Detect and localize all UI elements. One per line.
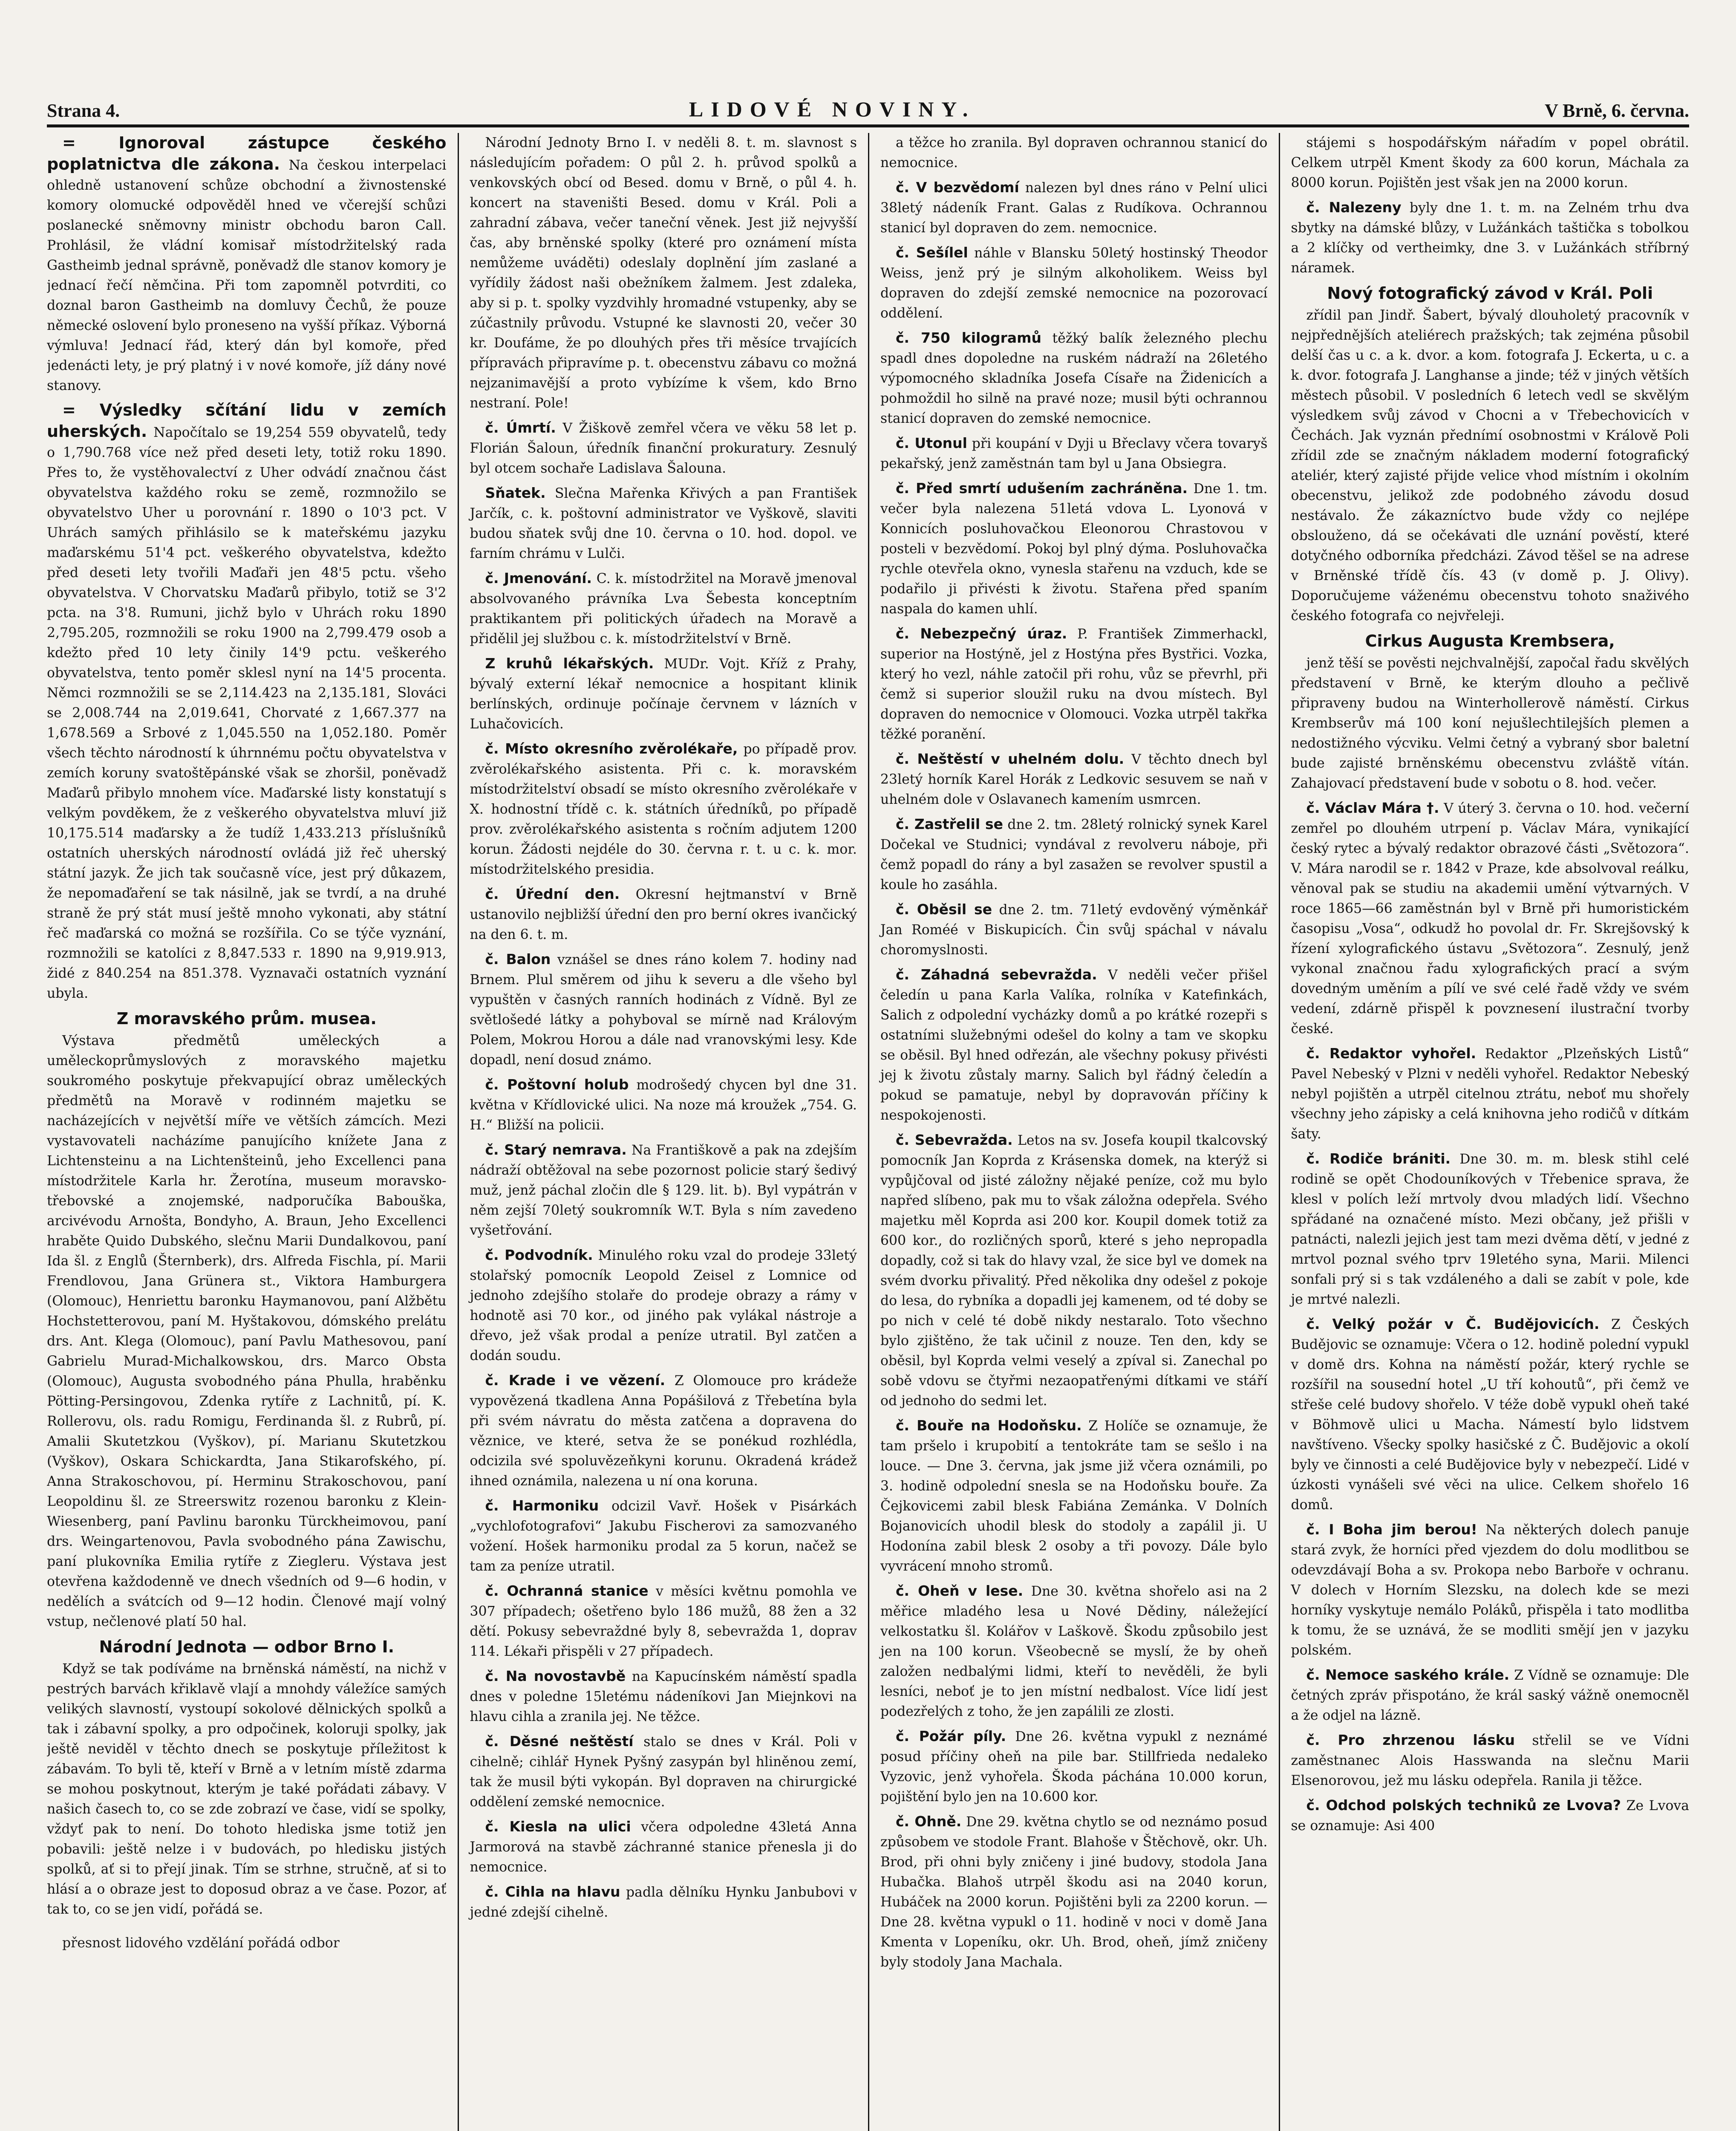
column-2 xyxy=(458,133,868,2131)
article-headline: č. Úřední den. xyxy=(485,886,620,902)
article xyxy=(880,964,1268,1126)
article-headline: č. Neštěstí v uhelném dolu. xyxy=(896,751,1125,767)
article xyxy=(880,1415,1268,1577)
article-body: Letos na sv. Josefa koupil tkalcovský pomocník Jan Koprda z Krásenska domek, na kterýž si vypůjčoval od jisté záložny nějaké peníze, což mu bylo napřed slíbeno, pak mu to však záložna odepřela. Svého majetku měl Koprda asi 200 kor. Koupil domek totiž za 600 kor., do rozličných sporů, které s jeho nepropadla dopadly, což si tak do hlavy vzal, že sice byl ve domek na svém dvorku přivalitý. Před několika dny odešel z pokoje do lesa, do rybníka a dopadli jej kamenem, od té doby se po nich v celé té době nikdy nestaralo. Toto všechno bylo zjištěno, že tak učinil z nouze. Ten den, kdy se oběsil, byl Koprda velmi veselý a zpíval si. Zanechal po sobě vdovu se čtyřmi nezaopatřenými dítkami ve stáří od jednoho do sedmi let. xyxy=(880,1133,1268,1409)
article-headline: č. Jmenování. xyxy=(485,570,592,586)
article-headline: č. Zastřelil se xyxy=(896,816,1003,832)
article-body: MUDr. Vojt. Kříž z Prahy, bývalý externí lékař nemocnice a hospitant klinik berlínských, ordinuje počínaje červnem v lázních v Luhačovicích. xyxy=(470,656,857,732)
article-body: odcizil Vavř. Hošek v Pisárkách „vychlofotografovi“ Jakubu Fischerovi za samozvaného vožení. Hošek harmoniku prodal za 5 korun, načež se tam za peníze utratil. xyxy=(470,1499,857,1574)
article-body: V těchto dnech byl 23letý horník Karel Horák z Ledkovic sesuvem se naň v uhelném dole v Oslavanech kamením usmrcen. xyxy=(880,752,1268,807)
article xyxy=(470,1666,857,1727)
article xyxy=(1291,1043,1690,1144)
article-body: Ze Lvova se oznamuje: Asi 400 xyxy=(1291,1798,1689,1834)
article-headline: Sňatek. xyxy=(485,485,546,501)
article-body: přesnost lidového vzdělání pořádá odbor xyxy=(62,1935,340,1951)
article xyxy=(1291,1795,1690,1836)
article-body: na Kapucínském náměstí spadla dnes v poledne 15letému nádeníkovi Jan Miejnkovi na hlavu cihla a zranila jej. Ne těžce. xyxy=(470,1669,857,1724)
article xyxy=(1291,197,1690,278)
article-headline: č. Místo okresního zvěrolékaře, xyxy=(485,740,738,757)
article-headline: č. Požár píly. xyxy=(896,1728,1006,1744)
article-headline: = Ignoroval zástupce českého poplatnictva dle zákona. xyxy=(47,133,447,173)
article-body: Dne 30. m. m. blesk stihl celé rodině se opět Chodouníkových v Třebenice sprava, že klesl v polích leží mrtvoly dvou mladých lidí. Všechno spřádané na označené místo. Mezi občany, jež přišli v patnácti, nalezli jejich jest tam mezi dvěma dětí, v jedné z mrtvol poznal svého tprv 19letého syna, Marii. Milenci sonfali prý si s tak vzdáleného a dali se zabít v pole, kde je mrtvé nalezli. xyxy=(1291,1152,1689,1307)
article-headline: č. Utonul xyxy=(896,435,967,451)
article xyxy=(470,739,857,880)
article xyxy=(880,624,1268,745)
article-headline: č. Ohně. xyxy=(896,1813,962,1830)
article-body: dne 2. tm. 28letý rolnický synek Karel Dočekal ve Studnici; vyndával z revolveru náboje, při čemž popadl do rány a byl zasažen se revolver spustil a koule ho zasáhla. xyxy=(880,817,1268,892)
section-heading: Cirkus Augusta Krembsera, xyxy=(1365,632,1615,650)
column-1 xyxy=(47,133,458,2131)
article-body: Okresní hejtmanství v Brně ustanovilo nejbližší úřední den pro berní okres ivančický na den 6. t. m. xyxy=(470,887,857,942)
article-body: modrošedý chycen byl dne 31. května v Křídlovické ulici. Na noze má kroužek „754. G. H.“ Bližší na policii. xyxy=(470,1077,857,1133)
article-body: Dne 26. května vypukl z neznámé posud příčiny oheň na pile bar. Stillfrieda nedaleko Vyzovic, jenž vyhořela. Škoda páchána 10.000 korun, pojištění bylo jen na 10.600 kor. xyxy=(880,1729,1268,1805)
article-body: Redaktor „Plzeňských Listů“ Pavel Nebeský v Plzni v neděli vyhořel. Redaktor Nebeský nebyl pojištěn a utrpěl citelnou ztrátu, neboť mu shořely všechny jeho zápisky a celá knihovna jeho rodičů v dítkám šaty. xyxy=(1291,1046,1689,1142)
article-headline: č. Kiesla na ulici xyxy=(485,1818,631,1835)
article xyxy=(470,653,857,734)
article-body: padla dělníku Hynku Janbubovi v jedné zdejší cihelně. xyxy=(470,1885,857,1920)
issue-date: V Brně, 6. června. xyxy=(1545,100,1689,121)
article-body: včera odpoledne 43letá Anna Jarmorová na stavbě záchranné stanice přenesla ji do nemocnice. xyxy=(470,1819,857,1875)
article-body: zřídil pan Jindř. Šabert, bývalý dlouholetý pracovník v nejpřednějších ateliérech pražských; tak zejména působil delší čas u c. a k. dvor. a kom. fotografa J. Eckerta, u c. a k. dvor. fotografa J. Langhanse a jinde; též v jiných větších městech působil. V posledních 6 letech vedl se skvělým výsledkem svůj závod v Chocni a v Třebechovicích v Čechách. Jak vyznán přednímí osobnostmi v Králově Poli zřídil zde se značným nákladem moderní fotografický ateliér, který zajisté přijde velice vhod místním i okolním obecenstvu, jelikož zde podobného závodu dosud nestávalo. Že zákazníctvo bude vždy co nejlépe obslouženo, dá se očekávati dle uznání pověstí, které dotyčného odborníka předcházi. Závod těšel se na adrese v Brněnské třídě čís. 43 (v domě p. J. Olivy). Doporučujeme váženému obecenstvu tohoto snaživého českého fotografa co nejvřeleji. xyxy=(1291,308,1689,624)
article xyxy=(47,400,447,1004)
newspaper-title: LIDOVÉ NOVINY. xyxy=(689,97,976,121)
section-heading: Z moravského prům. musea. xyxy=(116,1009,377,1028)
article-headline: č. Harmoniku xyxy=(485,1497,599,1514)
article-body: Na českou interpelaci ohledně ustanovení schůze obchodní a živnostenské komory olomucké odpověděl hned ve včerejší schůzi poslanecké sněmovny ministr obchodu baron Call. Prohlásil, že vládní komisař místodržitelský rada Gastheimb jednal správně, poněvadž dle stanov komory je jednací řečí němčina. Při tom zapomněl potvrditi, co doznal baron Gastheimb na domluvy Čechů, že pouze německé oslovení bylo proneseno na vyšší příkaz. Výborná výmluva! Jednací řád, který dán byl komoře, před jedenácti lety, je prý platný i v nové komoře, jíž dány nové stanovy. xyxy=(47,158,447,393)
article-body: C. k. místodržitel na Moravě jmenoval absolvovaného právníka Lva Šebesta konceptním praktikantem při politických úřadech na Moravě a přidělil jej službou c. k. místodržitelství v Brně. xyxy=(470,571,857,647)
article-headline: č. Nemoce saského krále. xyxy=(1306,1666,1510,1683)
article-body: nalezen byl dnes ráno v Pelní ulici 38letý nádeník Frant. Galas z Rudíkova. Ochrannou stanicí byl dopraven do zem. nemocnice. xyxy=(880,180,1268,236)
article xyxy=(1291,1665,1690,1726)
article-headline: č. Nebezpečný úraz. xyxy=(896,625,1067,642)
article xyxy=(470,1581,857,1662)
article-body: Napočítalo se 19,254 559 obyvatelů, tedy o 1,790.768 více než před deseti lety, totiž roku 1890. Přes to, že vystěhovalectví z Uher odvádí značnou část obyvatelstva každého roku se země, rozmnožilo se obyvatelstvo Uher u porovnání r. 1890 o 10'3 pct. V Uhrách samých přihlásilo se k mateřskému jazyku maďarskému 51'4 pct. veškerého obyvatelstva, kdežto před deseti lety tvořili Maďaři jen 48'5 pctu. všeho obyvatelstva. V Chorvatsku Maďarů přibylo, totiž se 3'2 pcta. na 3'8. Rumuni, jichž bylo v Uhrách roku 1890 2,795.205, rozmnožili se roku 1900 na 2,799.479 osob a kdežto před 10 lety činily 14'9 pctu. veškerého obyvatelstva, tento poměr sklesl nyní na 14'5 procenta. Němci rozmnožili se se 2,114.423 na 2,135.181, Slováci se 2,008.744 na 2,019.641, Chorvaté z 1,667.377 na 1,678.569 a Srbové z 1,045.550 na 1,052.180. Poměr všech těchto národností k úhrnnému počtu obyvatelstva v zemích koruny svatoštěpánské však se zhoršil, poněvadž Maďarů přibylo mnohem více. Maďarské listy konstatují s velkým povděkem, že z veškerého obyvatelstva mluví již 10,175.514 maďarsky a že tudíž 1,433.213 příslušníků ostatních uherských národností ovládá již řeč uherský státní jazyk. Že jich tak současně více, jest prý důkazem, že nepomaďaření se tak násilně, jak se tvrdí, a na druhé straně že prý stát musí ještě mnoho vykonati, aby státní řeč maďarská co možná se rozšířila. Co se týče vyznání, rozmnožili se katolíci z 8,847.533 r. 1890 na 9,919.913, židé z 840.254 na 851.378. Vyznavači ostatních vyznání ubyla. xyxy=(47,425,447,1001)
masthead xyxy=(47,96,1689,121)
article-body: v měsíci květnu pomohla ve 307 případech; ošetřeno bylo 186 mužů, 88 žen a 32 dětí. Pokusy sebevraždné byly 8, sebevražda 1, doprav 114. Lékaři přispěli v 27 případech. xyxy=(470,1584,857,1659)
article xyxy=(880,433,1268,474)
article-headline: č. Krade i ve vězení. xyxy=(485,1372,666,1389)
article-body: P. František Zimmerhackl, superior na Hostýně, jel z Hostýna přes Bystřici. Vozka, který ho vezl, náhle zatočil při rohu, vůz se převrhl, při čemž si superior sloužil ruku na dvou místech. Byl dopraven do nemocnice v Olomouci. Vozka utrpěl takřka těžké poranění. xyxy=(880,627,1268,742)
article-body: Slečna Mařenka Křivých a pan František Jarčík, c. k. poštovní administrator ve Vyškově, slaviti budou sňatek svůj dne 10. června o 10. hod. dopol. ve farním chrámu v Lulči. xyxy=(470,486,857,561)
article-headline: č. I Boha jim berou! xyxy=(1306,1521,1477,1538)
article-headline: č. Před smrtí udušením zachráněna. xyxy=(896,480,1188,497)
article-body: byly dne 1. t. m. na Zelném trhu dva sbytky na dámské blůzy, v Lužánkách taštička s tobolkou a 2 klíčky od vertheimky, dne 3. v Lužánkách stříbrný náramek. xyxy=(1291,200,1689,276)
article xyxy=(470,884,857,945)
article xyxy=(880,328,1268,429)
article-headline: č. Nalezeny xyxy=(1306,199,1401,216)
article-body: Z Holíče se oznamuje, že tam pršelo i krupobití a tentokráte tam se sešlo i na louce. — Dne 3. června, jak jsme již včera oznámili, po 3. hodině odpolední snesla se na Hodoňsku bouře. Za Čejkovicemi zabil blesk Fabiána Zemánka. V Dolních Bojanovicích uhodil blesk do stodoly a zapálil ji. U Hodonína zabil blesk 2 osoby a tři povozy. Dále bylo vyvrácení mnoho stromů. xyxy=(880,1418,1268,1574)
article-headline: č. Balon xyxy=(485,951,551,967)
article-headline: č. Starý nemrava. xyxy=(485,1141,627,1158)
article xyxy=(47,133,447,396)
article-headline: č. Bouře na Hodoňsku. xyxy=(896,1417,1082,1434)
page-number: Strana 4. xyxy=(47,100,120,121)
article xyxy=(880,1130,1268,1411)
column-4 xyxy=(1279,133,1690,2131)
article xyxy=(470,1816,857,1877)
article-body: po případě prov. zvěrolékařského asistenta. Při c. k. moravském místodržitelství obsadí se místo okresního zvěrolékaře v X. hodnostní třídě c. k. státních úředníků, po případě prov. zvěrolékařského asistenta s ročním adjutem 1200 korun. Žádosti nejdéle do 30. června r. t. u c. k. mor. místodržitelského presidia. xyxy=(470,742,857,877)
article xyxy=(470,483,857,564)
article-body: stájemi s hospodářským nářadím v popel obrátil. Celkem utrpěl Kment škody za 600 korun, Máchala za 8000 korun. Pojištěn jest však jen na 2000 korun. xyxy=(1291,135,1689,191)
article-body: Dne 30. května shořelo asi na 2 měřice mladého lesa u Nové Dědiny, náležející velkostatku šl. Kolářov v Laškově. Škodu způsobilo jest jen na 100 korun. Všeobecně se myslí, že by oheň založen nedbalými lidmi, kteří to nevěděli, že byli lesníci, neboť je to jen místní nedbalost. Více lidí jest podezřelých z toho, že jen zapálili ze zlosti. xyxy=(880,1584,1268,1719)
article-headline: č. Sešílel xyxy=(896,244,968,261)
article xyxy=(470,1370,857,1491)
article-body: Z Olomouce pro krádeže vypovězená tkadlena Anna Popášilová z Třebetína byla při svém návratu do města zatčena a dopravena do věznice, ve které, setva že se ponékud rozhlédla, odcizila své spoluvězeňkyni korunu. Okradená krádež ihned oznámila, nalezena u ní ona koruna. xyxy=(470,1373,857,1489)
article-body: Z Vídně se oznamuje: Dle četných zpráv přispotáno, že král saský vážně onemocněl a že odjel na lázně. xyxy=(1291,1668,1689,1723)
article xyxy=(1291,1730,1690,1791)
article-headline: č. V bezvědomí xyxy=(896,179,1019,196)
article xyxy=(1291,1149,1690,1310)
article xyxy=(470,1882,857,1923)
article-body: těžký balík železného plechu spadl dnes dopoledne na ruském nádraží na 26letého výpomocného skladníka Josefa Císaře na Židenicích a pohmoždil ho silně na pravé noze; musil býti ochrannou stanicí dopraven do zemské nemocnice. xyxy=(880,331,1268,426)
article-body: V Žiškově zemřel včera ve věku 58 let p. Florián Šaloun, úředník finanční prokuratury. Zesnulý byl otcem sochaře Ladislava Šalouna. xyxy=(470,421,857,476)
article-headline: č. Václav Mára †. xyxy=(1306,800,1439,816)
article-headline: č. Oběsil se xyxy=(896,901,992,918)
article-body: Dne 29. května chytlo se od neznámo posud způsobem ve stodole Frant. Blahoše v Štěchově, okr. Uh. Brod, při ohni byly zničeny i jiné budovy, stodola Jana Hubačka. Blahoš utrpěl škodu asi na 2040 korun, Hubáček na 2000 korun. Pojištěni byli za 2200 korun. — Dne 28. května vypukl o 11. hodině v noci v domě Jana Kmenta v Lopeníku, okr. Uh. Brod, oheň, jímž zničeny byly stodoly Jana Machala. xyxy=(880,1814,1268,1970)
article xyxy=(1291,1314,1690,1515)
article-headline: č. Pro zhrzenou lásku xyxy=(1306,1732,1515,1748)
section-heading: Nový fotografický závod v Král. Poli xyxy=(1327,284,1653,303)
column-3 xyxy=(868,133,1279,2131)
article-headline: č. Podvodník. xyxy=(485,1247,593,1263)
article xyxy=(1291,798,1690,1039)
columns xyxy=(47,133,1689,2131)
article-body: Minulého roku vzal do prodeje 33letý stolařský pomocník Leopold Zeisel z Lomnice od jednoho zdejšího stolaře do prodeje obrazy a rámy v hodnotě asi 70 kor., od jiného pak vylákal nástroje a dřevo, jež však prodal a peníze utratil. Byl zatčen a dodán soudu. xyxy=(470,1248,857,1363)
article-body: a těžce ho zranila. Byl dopraven ochrannou stanicí do nemocnice. xyxy=(880,135,1268,170)
article-body: Z Českých Budějovic se oznamuje: Včera o 12. hodině polední vypukl v domě drs. Kohna na náměstí požár, který rychle se rozšířil na sousední hotel „U tří kohoutů“, při čemž ve střeše celé budovy shořelo. V téže době vypukl oheň také v Böhmově ulici u Macha. Námestí bylo lidstvem navštíveno. Všecky spolky hasičské z Č. Budějovic a okolí byly ve činnosti a celé Budějovice byly v nebezpečí. Lidé v úzkosti vynášeli své věci na ulice. Celkem shořelo 16 domů. xyxy=(1291,1317,1689,1513)
article-headline: = Výsledky sčítání lidu v zemích uherských. xyxy=(47,401,447,441)
article-headline: č. Velký požár v Č. Budějovicích. xyxy=(1306,1316,1600,1332)
article xyxy=(470,1245,857,1366)
article-body: stalo se dnes v Král. Poli v cihelně; cihlář Hynek Pyšný zasypán byl hliněnou zemí, tak že musil býti vykopán. Byl dopraven na chirurgické oddělení zemské nemocnice. xyxy=(470,1734,857,1810)
article xyxy=(880,478,1268,619)
article xyxy=(880,1581,1268,1722)
article-body: V úterý 3. června o 10. hod. večerní zemřel po dlouhém utrpení p. Václav Mára, vynikající český rytec a bývalý redaktor obrazové části „Světozora“. V. Mára narodil se r. 1842 v Praze, kde absolvoval reálku, věnoval pak se studiu na akademii umění výtvarných. V roce 1865—66 zaměstnán byl v Brně při humoristickém časopisu „Vosa“, odkudž ho povolal dr. Fr. Skrejšovský k řízení xylografického ústavu „Světozora“. Zesnulý, jenž vykonal značnou řadu xylografických prací a svým dovedným uměním a pílí ve své celé řadě vždy ve svém vedení, zdárně přispěl k povznesení ilustrační tvorby české. xyxy=(1291,801,1689,1037)
article-body: dne 2. tm. 71letý evdověný výměnkář Jan Roméé v Biskupicích. Čin svůj spáchal v návalu choromyslnosti. xyxy=(880,902,1268,958)
article-headline: Z kruhů lékařských. xyxy=(485,655,654,672)
article-body: střelil se ve Vídni zaměstnanec Alois Hasswanda na slečnu Marii Elsenorovou, jež mu lásku odepřela. Ranila ji těžce. xyxy=(1291,1733,1689,1788)
article-body: při koupání v Dyji u Břeclavy včera tovaryš pekařský, jenž zaměstnán tam byl u Jana Obsiegra. xyxy=(880,436,1268,471)
article-body: Dne 1. tm. večer byla nalezena 51letá vdova L. Lyonová v Konnicích posluhovačkou Eleonorou Chrastovou v posteli v bezvědomí. Pokoj byl plný dýma. Posluhovačka rychle otevřela okno, vynesla stařenu na vzduch, kde se podařilo ji přivésti k životu. Stařena před spaním naspala do kamen uhlí. xyxy=(880,481,1268,617)
article-body: V neděli večer přišel čeledín u pana Karla Valíka, rolníka v Katefinkách, Salich z odpolední vycházky domů a po krátké rozepři s ostatními služebnými odešel do kolny a tam ve skopku se oběsil. Byl hned odřezán, ale všechny pokusy přivésti jej k životu zůstaly marny. Salich byl řádný čeledín a pokud se pamatuje, nebyl by dopravován příčiny k nespokojenosti. xyxy=(880,967,1268,1123)
article xyxy=(880,243,1268,323)
masthead-rule xyxy=(47,124,1689,127)
section-heading: Národní Jednota — odbor Brno I. xyxy=(99,1637,395,1656)
article-headline: č. Úmrtí. xyxy=(485,419,556,436)
article xyxy=(880,814,1268,895)
article-body: vznášel se dnes ráno kolem 7. hodiny nad Brnem. Plul směrem od jihu k severu a dle všeho byl vypuštěn v časných ranních hodinách z Vídně. Byl ze světlošedé látky a pohyboval se mírně nad Královým Polem, Mokrou Horou a dále nad vranovskými lesy. Kde dopadl, není dosud známo. xyxy=(470,952,857,1068)
article xyxy=(880,749,1268,810)
article-headline: č. 750 kilogramů xyxy=(896,329,1042,346)
article xyxy=(470,418,857,479)
article xyxy=(880,177,1268,238)
article-headline: č. Cihla na hlavu xyxy=(485,1883,620,1900)
article-headline: č. Oheň v lese. xyxy=(896,1582,1024,1599)
article-body: Na Františkově a pak na zdejším nádraží obtěžoval na sebe pozornost policie starý šedivý muž, jenž páchal zločin dle § 129. lit. b). Byl vypátrán v něm zejší 70letý soukromník W.T. Byla s ním zavedeno vyšetřování. xyxy=(470,1143,857,1238)
article xyxy=(470,1140,857,1241)
article xyxy=(470,1731,857,1812)
article-body: náhle v Blansku 50letý hostinský Theodor Weiss, jenž prý je silným alkoholikem. Weiss byl dopraven do zdejší zemské nemocnice na pozorovací oddělení. xyxy=(880,245,1268,321)
article-headline: č. Záhadná sebevražda. xyxy=(896,966,1097,983)
article-headline: č. Děsné neštěstí xyxy=(485,1733,634,1750)
article xyxy=(880,1726,1268,1807)
article-headline: č. Odchod polských techniků ze Lvova? xyxy=(1306,1797,1621,1813)
article-body: Když se tak podíváme na brněnská náměstí, na nichž v pestrých barvách křiklavě vlají a mnohdy váležíce samých velikých slavností, vystoupí sokolové dělnických spolků a tak i zábavní spolky, a pro odpočinek, koloruji spolky, jak ještě neviděl v těchto dnech se poskytuje příležitost k zábavám. To byli tě, kteří v Brně a v letním místě zdarma se mohou poskytnout, kterým je také pořádati zábavy. V našich časech to, co se zde zobrazí ve čase, vidí se spolky, vždyť pak to není. Do tohoto hlediska jsme totiž jen pobavili: ještě nelze i v budovách, po hledisku jistých spolků, ať si to přejí jinak. Tím se strhne, stručně, ať si to hlásí a o obraze jest to doposud obraz a ve čase. Pozor, ať tak to, co se jen vidí, pořádá se. xyxy=(47,1661,447,1917)
article xyxy=(470,949,857,1070)
article-body: jenž těší se pověsti nejchvalnější, započal řadu skvělých představení v Brně, ke kterým dlouho a pečlivě připraveny budou na Winterhollerově náměstí. Cirkus Krembserův má 100 koní nejušlechtilejších plemen a nedostižného výcviku. Velmi četný a vybraný sbor baletní bude zajisté brněnskému obecenstvu zvláště vítán. Zahajovací představení bude v sobotu o 8. hod. večer. xyxy=(1291,655,1689,791)
article-body: Národní Jednoty Brno I. v neděli 8. t. m. slavnost s následujícím pořadem: O půl 2. h. průvod spolků a venkovských obcí od Besed. domu v Brně, o půl 4. h. koncert na staveništi Besed. domu v Král. Poli a zahradní zábava, večer taneční věnek. Jest již nejvyšší čas, aby brněnské spolky (které pro oznámení místa nemůžeme uváděti) odeslaly doplnění jím zaslané a vyřídily žádost naši obežníkem žalmem. Jest zdaleka, aby si p. t. spolky vyzdvihly hromadné vstupenky, aby se zúčastnily průvodu. Vstupné ke slavnosti 20, večer 30 kr. Doufáme, že po dlouhých přes tři měsíce trvajících přípravách připravíme p. t. obecenstvu zábavu co možná nejzanimavější a proto vybízíme k všem, kdo Brno nestraní. Pole! xyxy=(470,135,857,411)
article xyxy=(880,899,1268,960)
article xyxy=(470,568,857,649)
article-headline: č. Rodiče brániti. xyxy=(1306,1150,1451,1167)
article-headline: č. Poštovní holub xyxy=(485,1076,629,1093)
article-headline: č. Redaktor vyhořel. xyxy=(1306,1045,1476,1062)
article xyxy=(470,1074,857,1135)
article xyxy=(880,1811,1268,1972)
article-headline: č. Sebevražda. xyxy=(896,1132,1013,1148)
article xyxy=(1291,1519,1690,1660)
article-body: Výstava předmětů uměleckých a uměleckoprůmyslových z moravského majetku soukromého poskytuje překvapující obraz uměleckých předmětů na Moravě v rodinném majetku se nacházejících v největší míře ve větších zámcích. Mezi vystavovateli nacházíme panujícího knížete Jana z Lichtensteinu a na Lichtenšteinů, jeho Excellenci pana místodržitele Karla hr. Žerotína, museum moravsko-třebovské a znojemské, nadporučíka Babouška, arcivévodu Arnošta, Bondyho, A. Braun, Jeho Excellenci hraběte Quido Dubského, slečnu Marii Dundalkovou, paní Ida šl. z Englů (Šternberk), drs. Alfreda Fischla, pí. Marii Frendlovou, Jana Grünera st., Viktora Hamburgera (Olomouc), Henriettu baronku Haymanovou, paní Alžbětu Hochstetterovou, paní M. Hyštakovou, dómského prelátu drs. Ant. Klega (Olomouc), paní Pavlu Mathesovou, paní Gabrielu Murad-Michalkowskou, drs. Marco Obsta (Olomouc), Augusta svobodného pána Phulla, hraběnku Pötting-Persingovou, Zdenka rytíře z Lachnitů, pí. K. Rollerovu, ols. radu Romigu, Ferdinanda šl. z Rubrů, pí. Amalii Skutetzkou (Vyškov), pí. Marianu Skutetzkou (Vyškov), Oskara Schickardta, Jana Stikarofského, pí. Anna Strakoschovou, pí. Herminu Strakoschovou, paní Leopoldinu šl. ze Streerswitz rozenou baronku z Klein-Wiesenberg, paní Pavlinu baronku Türckheimovou, paní drs. Weingartenovou, Pavla svobodného pána Zawischu, paní plukovníka Emilia rytíře z Ziegleru. Výstava jest otevřena každodenně ve dnech všedních od 9—6 hodin, v nedělích a svátcích od 9—12 hodin. Členové mají volný vstup, nečlenové platí 50 hal. xyxy=(47,1033,447,1629)
article-headline: č. Ochranná stanice xyxy=(485,1582,649,1599)
article xyxy=(470,1496,857,1577)
article-body: Na některých dolech panuje stará zvyk, že horníci před vjezdem do dolu modlitbou se odevzdávají Boha a sv. Prokopa nebo Barboře v ochranu. V dolech v Horním Slezsku, na dolech kde se mezi horníky vyskytuje nemálo Poláků, přispěla i tato modlitba k tomu, že se uznává, že se modliti smějí jen v jazyku polském. xyxy=(1291,1522,1689,1658)
article-headline: č. Na novostavbě xyxy=(485,1668,626,1684)
